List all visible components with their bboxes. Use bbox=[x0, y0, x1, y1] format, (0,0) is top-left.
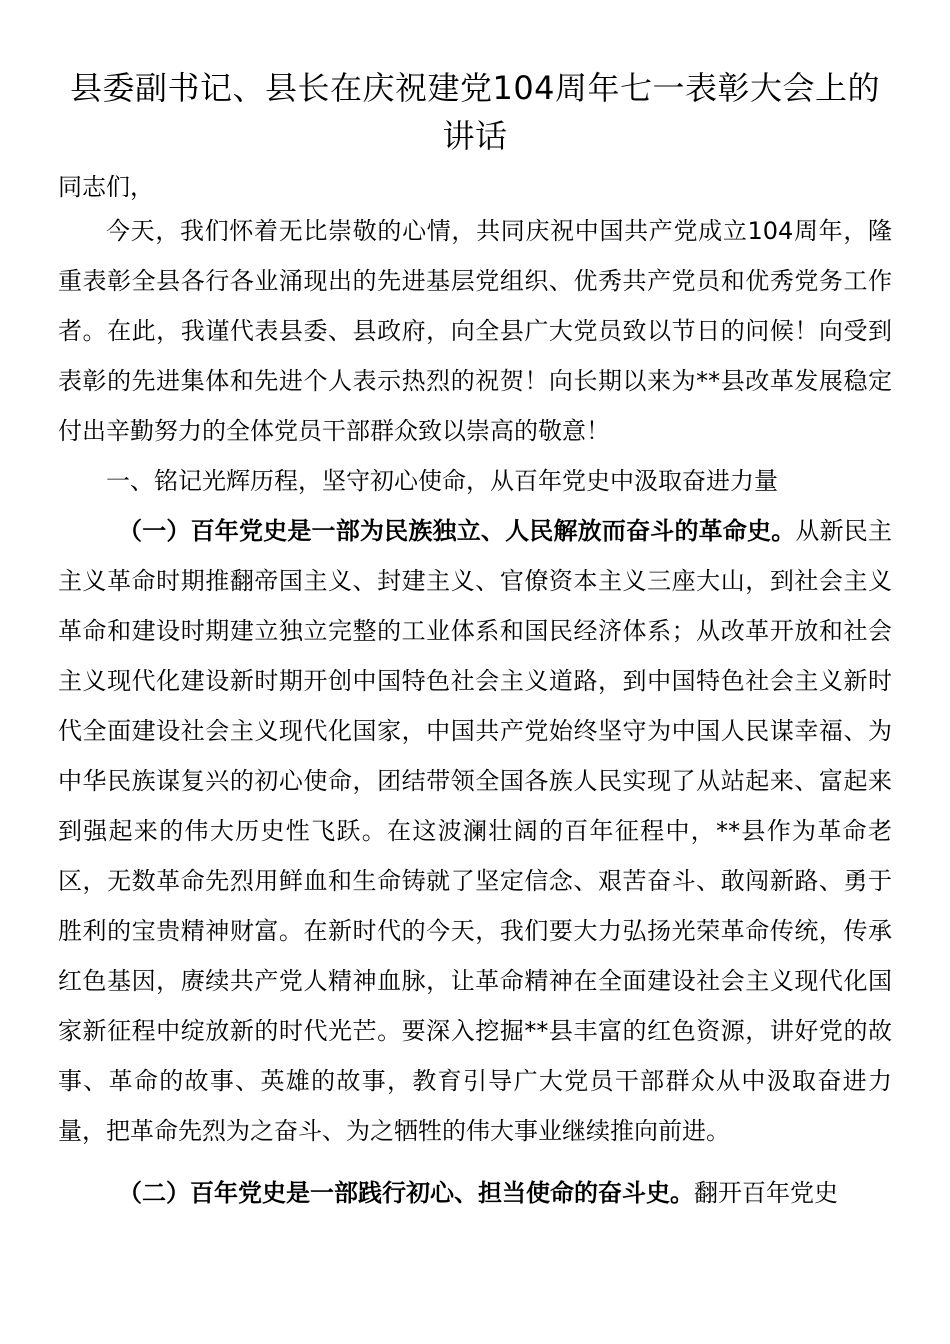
subsection-1-paragraph bbox=[58, 506, 892, 1156]
subsection-2-paragraph bbox=[58, 1168, 892, 1218]
document-title: 县委副书记、县长在庆祝建党104周年七一表彰大会上的讲话 bbox=[69, 69, 881, 155]
salutation: 同志们， bbox=[58, 173, 154, 201]
subsection-1-body: 从新民主主义革命时期推翻帝国主义、封建主义、官僚资本主义三座大山，到社会主义革命和建设时期建立独立完整的工业体系和国民经济体系；从改革开放和社会主义现代化建设新时期开创中国特色社会主义道路，到中国特色社会主义新时代全面建设社会主义现代化国家，中国共产党始终坚守为中国人民谋幸福、为中华民族谋复兴的初心使命，团结带领全国各族人民实现了从站起来、富起来到强起来的伟大历史性飞跃。在这波澜壮阔的百年征程中，**县作为革命老区，无数革命先烈用鲜血和生命铸就了坚定信念、艰苦奋斗、敢闯新路、勇于胜利的宝贵精神财富。在新时代的今天，我们要大力弘扬光荣革命传统，传承红色基因，赓续共产党人精神血脉，让革命精神在全面建设社会主义现代化国家新征程中绽放新的时代光芒。要深入挖掘**县丰富的红色资源，讲好党的故事、革命的故事、英雄的故事，教育引导广大党员干部群众从中汲取奋进力量，把革命先烈为之奋斗、为之牺牲的伟大事业继续推向前进。 bbox=[58, 517, 893, 1145]
subsection-1-lead: （一）百年党史是一部为民族独立、人民解放而奋斗的革命史。 bbox=[118, 517, 796, 545]
intro-paragraph: 今天，我们怀着无比崇敬的心情，共同庆祝中国共产党成立104周年，隆重表彰全县各行各业涌现出的先进基层党组织、优秀共产党员和优秀党务工作者。在此，我谨代表县委、县政府，向全县广大党员致以节日的问候！向受到表彰的先进集体和先进个人表示热烈的祝贺！向长期以来为**县改革发展稳定付出辛勤努力的全体党员干部群众致以崇高的敬意！ bbox=[58, 217, 892, 445]
subsection-2-lead: （二）百年党史是一部践行初心、担当使命的奋斗史。 bbox=[118, 1179, 694, 1207]
paragraph-gap bbox=[58, 1156, 892, 1168]
subsection-2-body: 翻开百年党史 bbox=[694, 1179, 838, 1207]
section-1-heading: 一、铭记光辉历程，坚守初心使命，从百年党史中汲取奋进力量 bbox=[106, 467, 778, 495]
